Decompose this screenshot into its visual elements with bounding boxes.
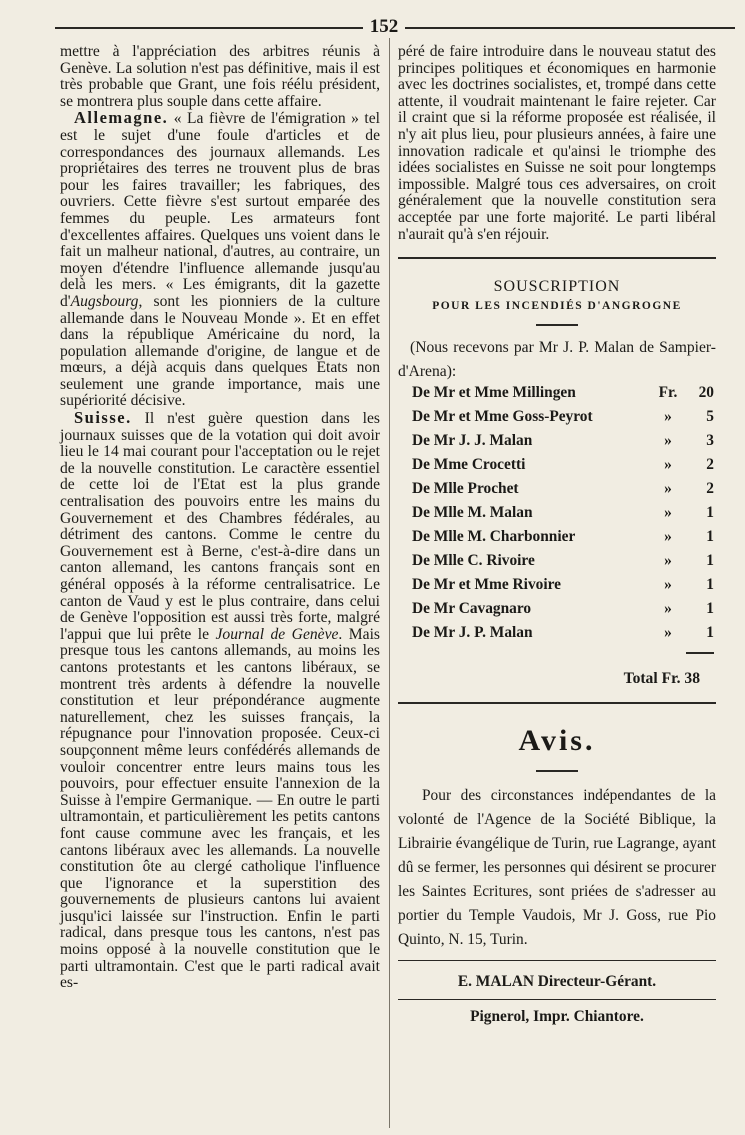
donor-amount: 1 — [706, 552, 714, 570]
donor-name: De Mlle C. Rivoire — [412, 552, 535, 570]
suisse-italic: Journal de Genève — [215, 625, 339, 643]
section-heading-allemagne: Allemagne. — [74, 108, 169, 128]
paragraph-continuation: péré de faire introduire dans le nouveau statut des principes politiques et économiques en harmonie avec les doctrines socialistes, et, trompé dans cette attente, il voudrait maintenant le faire rejeter. Car il craint que si la réforme proposée est réalisée, il n'y ait plus lieu, pour plusieurs années, à faire une innovation radicale et qu'ainsi le triomphe des idées socialistes en Suisse ne soit pour longtemps impossible. Malgré tous ces adversaires, on croit généralement que la nouvelle constitution sera acceptée par une forte majorité. Le parti libéral n'aurait qu'à s'en réjouir. — [398, 43, 716, 243]
donor-currency: Fr. — [658, 384, 678, 402]
list-item — [398, 576, 716, 600]
donor-name: De Mlle Prochet — [412, 480, 519, 498]
section-rule — [398, 257, 716, 259]
list-item — [398, 504, 716, 528]
subscription-intro: (Nous recevons par Mr J. P. Malan de Sampier-d'Arena): — [398, 339, 716, 381]
suisse-text-a: Il n'est guère question dans les journaux suisses que de la votation qui doit avoir lieu le 14 mai courant pour l'acceptation ou le rejet de la nouvelle constitution. Le caractère essentiel de cette loi de l'Etat est la plus grande centralisation des pouvoirs entre les mains du Gouvernement et des Chambres fédérales, au détriment des cantons. Comme le centre du Gouvernement est à Berne, c'est-à-dire dans un canton allemand, les cantons français sont en général opposés à la réforme centralisatrice. Le canton de Vaud y est le plus contraire, dans celui de Genève l'opposition est aussi très forte, malgré l'appui que lui prête le — [60, 410, 380, 643]
printer-line: Pignerol, Impr. Chiantore. — [470, 1008, 644, 1026]
donor-currency: » — [664, 576, 672, 594]
footer-rule-bottom — [398, 999, 716, 1000]
donor-currency: » — [664, 624, 672, 642]
donor-currency: » — [664, 528, 672, 546]
subscription-total: Total Fr. 38 — [623, 670, 700, 688]
list-item — [398, 384, 716, 408]
donor-name: De Mr et Mme Rivoire — [412, 576, 561, 594]
paragraph-suisse — [60, 410, 380, 992]
list-item — [398, 528, 716, 552]
list-item — [398, 432, 716, 456]
donor-name: De Mr J. P. Malan — [412, 624, 533, 642]
title-dash — [536, 324, 578, 326]
donor-currency: » — [664, 504, 672, 522]
donor-name: De Mr et Mme Goss-Peyrot — [412, 408, 593, 426]
page-number: 152 — [369, 16, 399, 37]
donor-name: De Mr J. J. Malan — [412, 432, 533, 450]
avis-text: Pour des circonstances indépendantes de la volonté de l'Agence de la Société Biblique, la Librairie évangélique de Turin, rue Lagrange, ayant dû se fermer, les personnes qui désirent se procurer les Saintes Ecritures, sont priées de s'adresser au portier du Temple Vaudois, Mr J. Goss, rue Pio Quinto, N. 15, Turin. — [398, 787, 716, 949]
column-divider — [389, 38, 390, 1128]
donor-currency: » — [664, 552, 672, 570]
avis-title: Avis. — [518, 724, 596, 758]
subscription-section — [398, 278, 716, 688]
donor-amount: 3 — [706, 432, 714, 450]
donor-amount: 5 — [706, 408, 714, 426]
allemagne-italic: Augsbourg — [70, 292, 139, 310]
left-column — [60, 44, 380, 992]
header-rule-left — [55, 27, 363, 29]
donor-currency: » — [664, 480, 672, 498]
allemagne-text-a: « La fièvre de l'émigration » tel est le sujet d'une foule d'articles et de correspondances des journaux allemands. Les propriétaires des terres ne trouvent plus de bras pour les faires travailler; les fabriques, des ouvriers. Cette fièvre s'est surtout emparée des femmes du peuple. Les armateurs font d'excellentes affaires. Quelques uns voient dans le fait un malheur national, d'autres, au contraire, un moyen d'étendre l'influence allemande jusqu'au delà les mers. « Les émigrants, dit la gazette d' — [60, 110, 380, 310]
subscription-title: SOUSCRIPTION — [493, 278, 621, 296]
allemagne-text-b: , sont les pionniers de la culture allemande dans le Nouveau Monde ». Et en effet dans la république Américaine du nord, la population allemande d'origine, de langue et de mœurs, a déjà acquis dans quelques Etats non seulement une grande importance, mais une supériorité décisive. — [60, 292, 380, 410]
section-rule-avis — [398, 702, 716, 704]
paragraph-arbitration: mettre à l'appréciation des arbitres réunis à Genève. La solution n'est pas définitive, mais il est très probable que Grant, une fois réélu président, se montrera plus souple dans cette affaire. — [60, 43, 380, 110]
avis-dash — [536, 770, 578, 772]
donor-amount: 1 — [706, 624, 714, 642]
suisse-text-b: . Mais presque tous les cantons allemands, au moins les cantons protestants et les cantons libéraux, se montrent très ardents à défendre la nouvelle constitution et leur prépondérance augmente naturellement, chez les suisses français, la répugnance pour l'innovation proposée. Ceux-ci soupçonnent même leurs confédérés allemands de vouloir concentrer entre leurs mains tous les pouvoirs, pour effectuer ensuite l'annexion de la Suisse à l'empire Germanique. — En outre le parti ultramontain, et particulièrement les petits cantons font cause commune avec les français, et les cantons libéraux avec les allemands. La nouvelle constitution ôte au clergé catholique l'influence que l'ignorance et la superstition des gouvernements de plusieurs cantons lui avaient jusqu'ici laissée sur l'instruction. Enfin le parti radical, dans presque tous les cantons, n'est pas moins opposé à la nouvelle constitution que le parti ultramontain. C'est que le parti radical avait es- — [60, 625, 380, 992]
donor-amount: 2 — [706, 456, 714, 474]
list-item — [398, 480, 716, 504]
avis-section — [398, 724, 716, 952]
paragraph-allemagne — [60, 110, 380, 410]
editor-signature: E. MALAN Directeur-Gérant. — [457, 973, 657, 991]
donor-amount: 20 — [698, 384, 714, 402]
donor-currency: » — [664, 600, 672, 618]
footer-rule — [398, 960, 716, 961]
donor-name: De Mme Crocetti — [412, 456, 526, 474]
right-column — [398, 44, 716, 1026]
donor-amount: 2 — [706, 480, 714, 498]
total-dash — [686, 652, 714, 654]
donor-name: De Mlle M. Charbonnier — [412, 528, 576, 546]
donor-amount: 1 — [706, 504, 714, 522]
donor-amount: 1 — [706, 528, 714, 546]
list-item — [398, 456, 716, 480]
donor-list — [398, 384, 716, 648]
donor-currency: » — [664, 408, 672, 426]
list-item — [398, 624, 716, 648]
donor-currency: » — [664, 432, 672, 450]
donor-currency: » — [664, 456, 672, 474]
donor-amount: 1 — [706, 600, 714, 618]
donor-name: De Mlle M. Malan — [412, 504, 533, 522]
list-item — [398, 552, 716, 576]
donor-name: De Mr et Mme Millingen — [412, 384, 576, 402]
donor-amount: 1 — [706, 576, 714, 594]
section-heading-suisse: Suisse. — [74, 408, 132, 428]
list-item — [398, 408, 716, 432]
donor-name: De Mr Cavagnaro — [412, 600, 532, 618]
list-item — [398, 600, 716, 624]
subscription-caption: POUR LES INCENDIÉS D'ANGROGNE — [432, 300, 682, 313]
header-rule-right — [405, 27, 735, 29]
